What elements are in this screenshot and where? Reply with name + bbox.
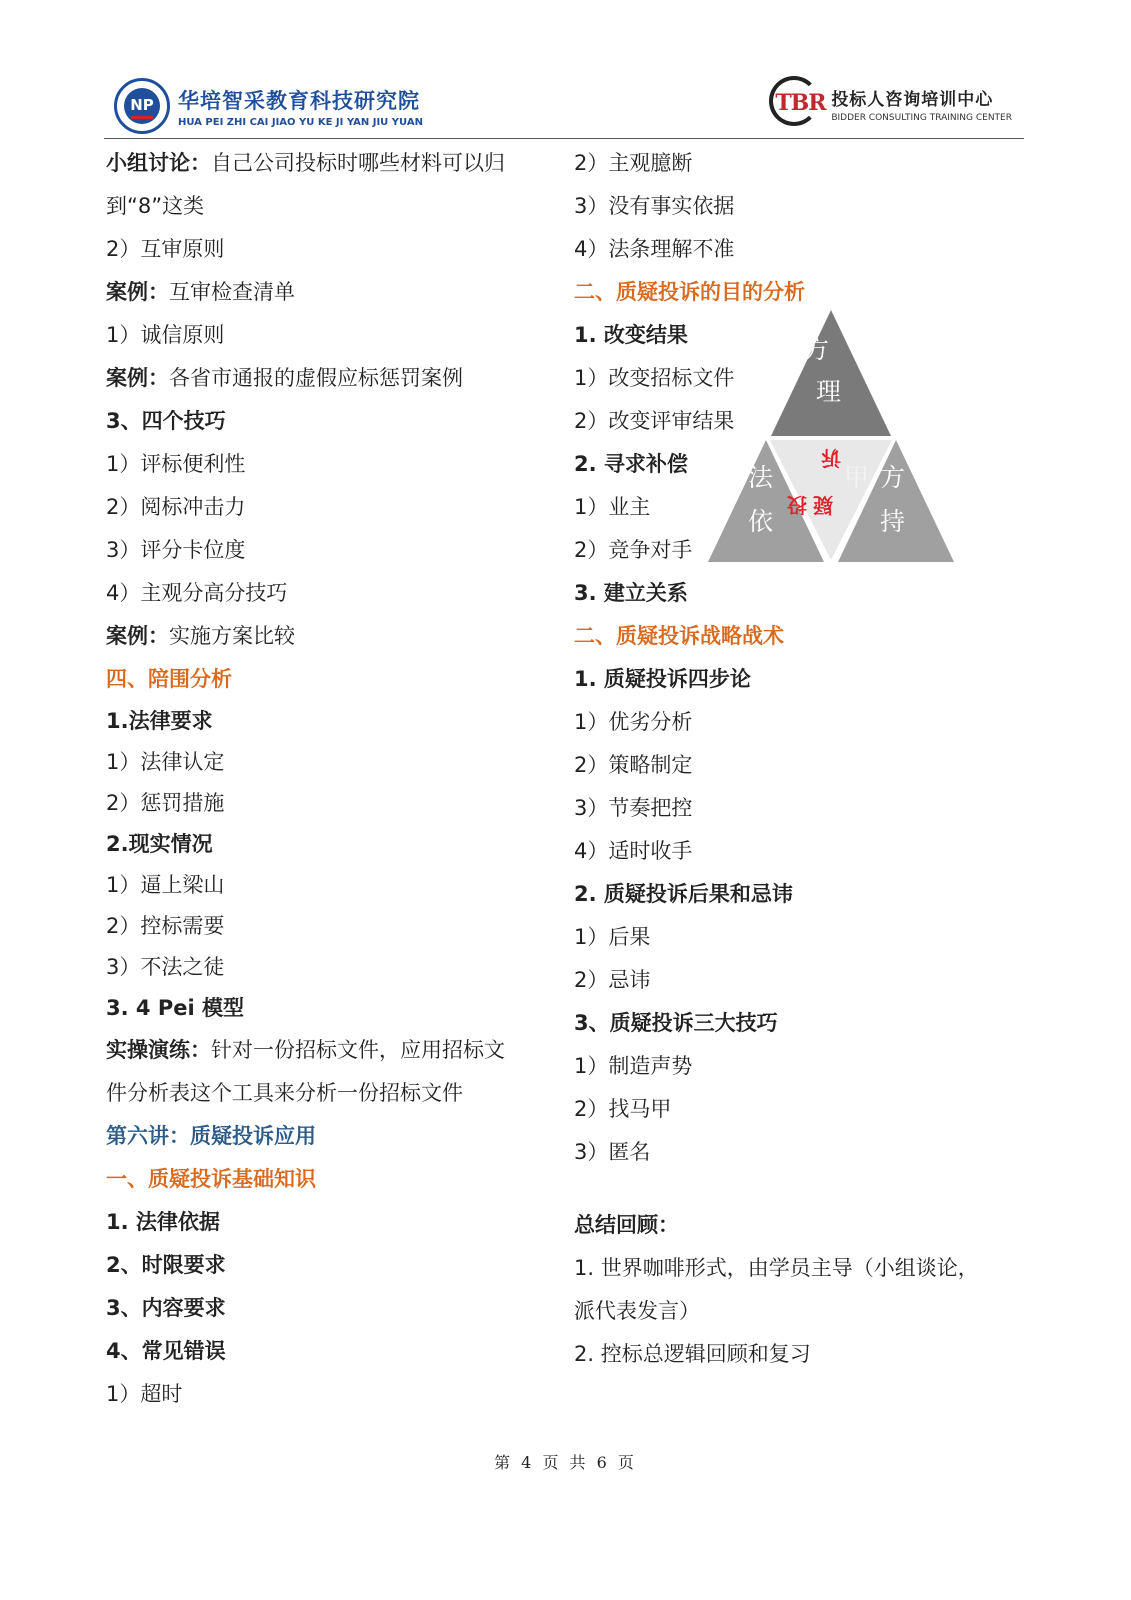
- list-item: 3）没有事实依据: [574, 194, 735, 218]
- inline-label: 小组讨论：: [106, 151, 211, 175]
- list-item: 3）不法之徒: [106, 955, 225, 979]
- top-char-2: 理: [816, 377, 842, 406]
- list-item: 3）匿名: [574, 1140, 651, 1164]
- list-item: 4）主观分高分技巧: [106, 581, 288, 605]
- tbr-logo: [769, 76, 1012, 132]
- list-item: 2）竞争对手: [574, 538, 693, 562]
- list-item: 1）后果: [574, 925, 651, 949]
- inline-label: 实操演练：: [106, 1038, 211, 1062]
- center-char-2: 疑: [813, 493, 833, 517]
- labeled-line: [106, 615, 546, 658]
- tbr-badge-icon: TBR: [769, 76, 827, 132]
- huapei-logo: [114, 78, 423, 134]
- list-item: 1）法律认定: [106, 750, 225, 774]
- subheading: 总结回顾：: [574, 1213, 679, 1237]
- subheading: 1. 改变结果: [574, 323, 688, 347]
- list-item: 1）优劣分析: [574, 710, 693, 734]
- right-char-3: 持: [880, 507, 906, 536]
- list-item: 3）节奏把控: [574, 796, 693, 820]
- list-item: 4）适时收手: [574, 839, 693, 863]
- list-item: 1）逼上梁山: [106, 873, 225, 897]
- right-char-1: 甲: [844, 463, 870, 492]
- list-item: 到“8”这类: [106, 194, 205, 218]
- list-item: 2）互审原则: [106, 237, 225, 261]
- center-char-1: 诉: [821, 446, 841, 470]
- inline-text: 针对一份招标文件，应用招标文: [211, 1038, 505, 1062]
- huapei-name-en: HUA PEI ZHI CAI JIAO YU KE JI YAN JIU YUAN: [178, 116, 423, 128]
- subheading: 3. 4 Pei 模型: [106, 996, 244, 1020]
- page-header: [104, 72, 1024, 139]
- lecture-heading: 第六讲：质疑投诉应用: [106, 1124, 316, 1148]
- inline-label: 案例：: [106, 624, 169, 648]
- labeled-line: [106, 1029, 546, 1072]
- list-item: 派代表发言）: [574, 1299, 700, 1323]
- subheading: 2. 寻求补偿: [574, 452, 688, 476]
- inline-text: 自己公司投标时哪些材料可以归: [211, 151, 505, 175]
- list-item: 2）改变评审结果: [574, 409, 735, 433]
- list-item: 3）评分卡位度: [106, 538, 246, 562]
- list-item: 1）超时: [106, 1382, 183, 1406]
- section-heading: 二、质疑投诉的目的分析: [574, 280, 805, 304]
- subheading: 2、时限要求: [106, 1253, 226, 1277]
- huapei-name: 华培智采教育科技研究院: [178, 88, 420, 113]
- inline-text: 实施方案比较: [169, 624, 295, 648]
- page-footer: 第 4 页 共 6 页: [494, 1453, 637, 1472]
- list-item: 1）改变招标文件: [574, 366, 735, 390]
- spacer: [574, 1174, 1034, 1204]
- top-char-1: 方: [804, 335, 830, 364]
- list-item: 1）评标便利性: [106, 452, 246, 476]
- list-item: 1. 世界咖啡形式，由学员主导（小组谈论，: [574, 1256, 979, 1280]
- list-item: 件分析表这个工具来分析一份招标文件: [106, 1081, 463, 1105]
- complaint-triangle-diagram: [706, 310, 956, 572]
- left-char-2: 依: [748, 507, 774, 536]
- subheading: 1.法律要求: [106, 709, 213, 733]
- labeled-line: [106, 142, 546, 185]
- np-badge-icon: NP: [114, 78, 170, 134]
- list-item: 1）诚信原则: [106, 323, 225, 347]
- inline-label: 案例：: [106, 280, 169, 304]
- labeled-line: [106, 357, 546, 400]
- list-item: 2）主观臆断: [574, 151, 693, 175]
- list-item: 2. 控标总逻辑回顾和复习: [574, 1342, 811, 1366]
- subheading: 3、质疑投诉三大技巧: [574, 1011, 778, 1035]
- subheading: 2.现实情况: [106, 832, 213, 856]
- list-item: 2）控标需要: [106, 914, 225, 938]
- section-heading: 二、质疑投诉战略战术: [574, 624, 784, 648]
- inline-label: 案例：: [106, 366, 169, 390]
- list-item: 1）制造声势: [574, 1054, 693, 1078]
- section-heading: 四、陪围分析: [106, 667, 232, 691]
- inline-text: 互审检查清单: [169, 280, 295, 304]
- subheading: 3. 建立关系: [574, 581, 688, 605]
- section-heading: 一、质疑投诉基础知识: [106, 1167, 316, 1191]
- subheading: 3、内容要求: [106, 1296, 226, 1320]
- triangle-top: [771, 310, 891, 436]
- list-item: 2）策略制定: [574, 753, 693, 777]
- labeled-line: [106, 271, 546, 314]
- center-char-3: 投: [787, 493, 807, 517]
- list-item: 2）惩罚措施: [106, 791, 225, 815]
- subheading: 4、常见错误: [106, 1339, 226, 1363]
- inline-text: 各省市通报的虚假应标惩罚案例: [169, 366, 463, 390]
- subheading: 2. 质疑投诉后果和忌讳: [574, 882, 793, 906]
- list-item: 1）业主: [574, 495, 651, 519]
- left-column: [106, 142, 546, 1416]
- list-item: 2）找马甲: [574, 1097, 672, 1121]
- left-char-1: 法: [748, 463, 774, 492]
- list-item: 2）忌讳: [574, 968, 651, 992]
- tbr-name-en: BIDDER CONSULTING TRAINING CENTER: [831, 113, 1012, 123]
- subheading: 1. 法律依据: [106, 1210, 220, 1234]
- list-item: 2）阅标冲击力: [106, 495, 246, 519]
- tbr-name: 投标人咨询培训中心: [831, 90, 994, 110]
- list-item: 4）法条理解不准: [574, 237, 735, 261]
- subheading: 1. 质疑投诉四步论: [574, 667, 751, 691]
- right-char-2: 方: [880, 463, 906, 492]
- subheading: 3、四个技巧: [106, 409, 226, 433]
